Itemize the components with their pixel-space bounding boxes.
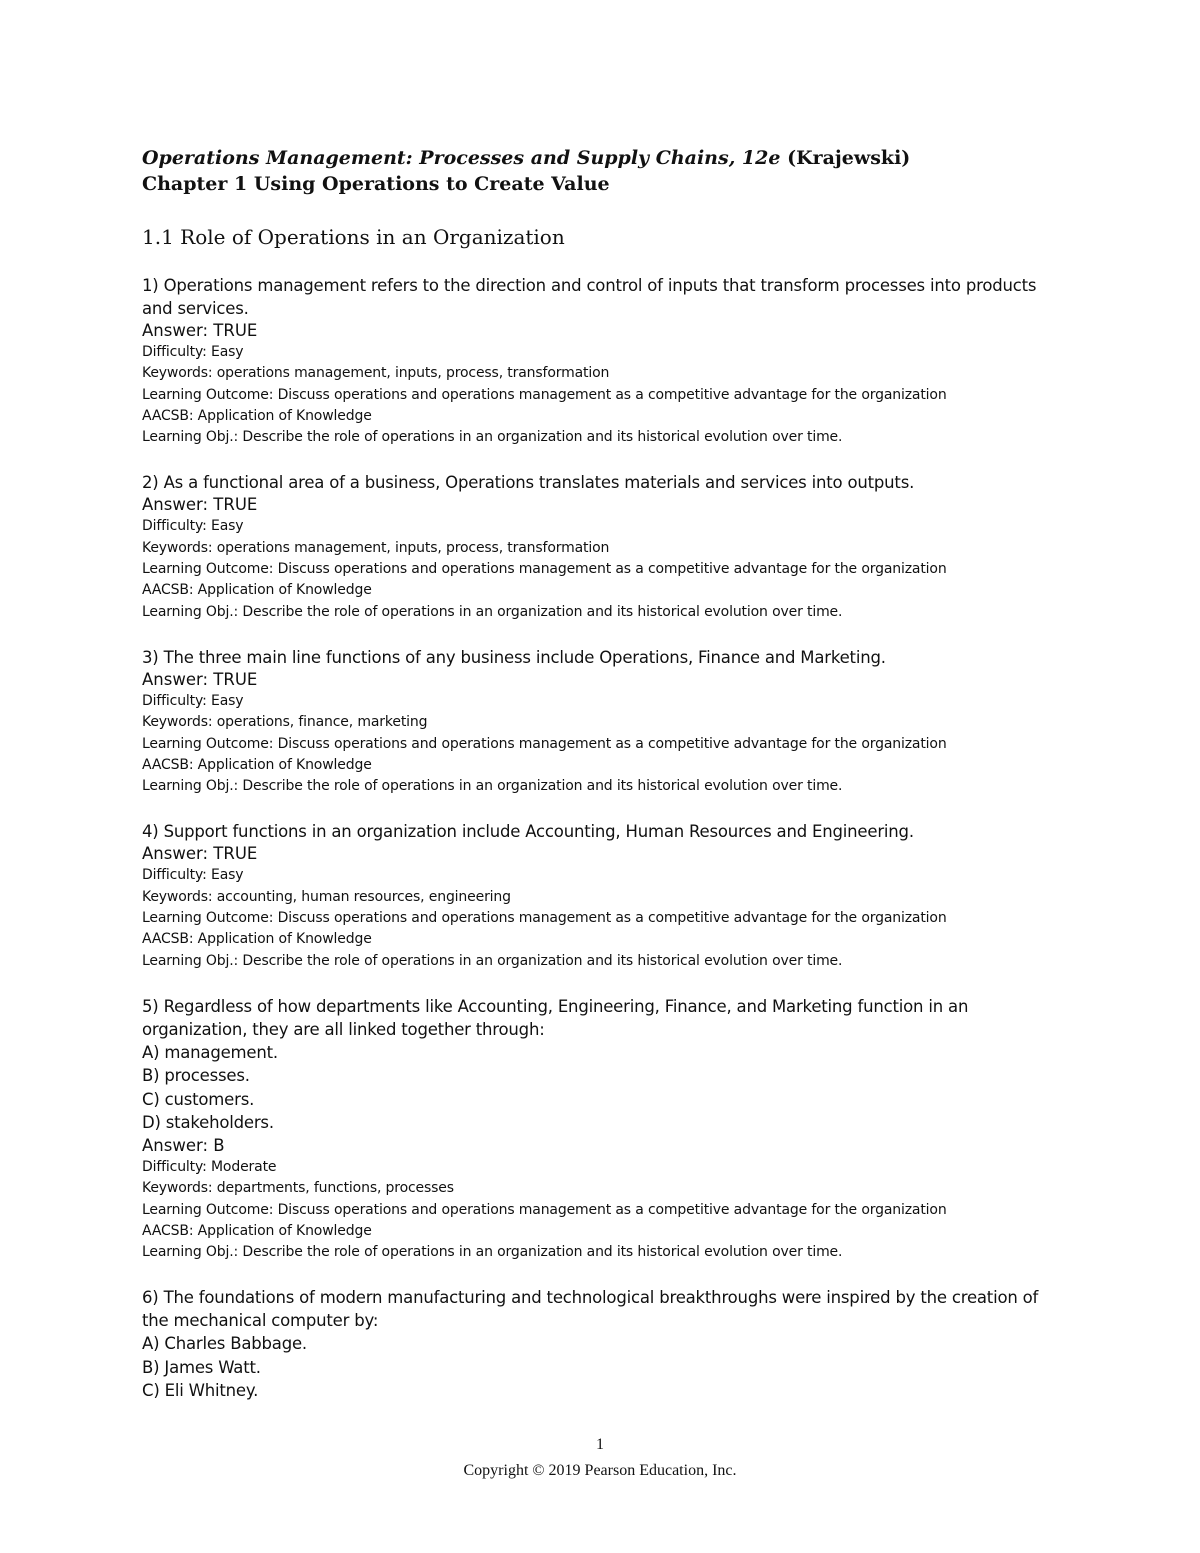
question-answer: Answer: TRUE bbox=[142, 844, 258, 864]
question-aacsb: AACSB: Application of Knowledge bbox=[142, 756, 372, 773]
question-answer: Answer: B bbox=[142, 1135, 225, 1155]
book-author: (Krajewski) bbox=[787, 147, 911, 169]
question-1 bbox=[142, 274, 1062, 448]
answer-option: B) James Watt. bbox=[142, 1357, 261, 1377]
question-learning-obj: Learning Obj.: Describe the role of operations in an organization and its historical evolution over time. bbox=[142, 778, 843, 795]
question-learning-outcome: Learning Outcome: Discuss operations and operations management as a competitive advantage for the organization bbox=[142, 561, 947, 578]
question-6 bbox=[142, 1286, 1062, 1403]
question-stem: 4) Support functions in an organization include Accounting, Human Resources and Engineering. bbox=[142, 822, 914, 842]
answer-option: C) Eli Whitney. bbox=[142, 1381, 259, 1401]
question-keywords: Keywords: operations management, inputs, process, transformation bbox=[142, 539, 610, 556]
question-difficulty: Difficulty: Easy bbox=[142, 518, 244, 535]
book-title-italic: Operations Management: Processes and Supply Chains, 12e bbox=[142, 147, 781, 169]
question-3 bbox=[142, 646, 1062, 797]
question-stem: 1) Operations management refers to the direction and control of inputs that transform processes into products and services. bbox=[142, 276, 1037, 318]
question-learning-outcome: Learning Outcome: Discuss operations and operations management as a competitive advantage for the organization bbox=[142, 386, 947, 403]
question-2 bbox=[142, 471, 1062, 622]
question-keywords: Keywords: operations, finance, marketing bbox=[142, 714, 428, 731]
answer-option: D) stakeholders. bbox=[142, 1113, 274, 1133]
question-aacsb: AACSB: Application of Knowledge bbox=[142, 931, 372, 948]
question-5 bbox=[142, 995, 1062, 1263]
question-4 bbox=[142, 820, 1062, 971]
answer-option: C) customers. bbox=[142, 1089, 255, 1109]
question-aacsb: AACSB: Application of Knowledge bbox=[142, 407, 372, 424]
question-learning-obj: Learning Obj.: Describe the role of operations in an organization and its historical evolution over time. bbox=[142, 1244, 843, 1261]
question-difficulty: Difficulty: Easy bbox=[142, 344, 244, 360]
question-difficulty: Difficulty: Easy bbox=[142, 867, 244, 884]
copyright-notice: Copyright © 2019 Pearson Education, Inc. bbox=[463, 1462, 737, 1479]
question-stem: 5) Regardless of how departments like Accounting, Engineering, Finance, and Marketing function in an organization, they are all linked together through: bbox=[142, 996, 969, 1039]
question-stem: 3) The three main line functions of any business include Operations, Finance and Marketing. bbox=[142, 647, 886, 667]
section-title: 1.1 Role of Operations in an Organization bbox=[142, 225, 565, 249]
question-learning-outcome: Learning Outcome: Discuss operations and operations management as a competitive advantage for the organization bbox=[142, 1201, 947, 1218]
question-learning-obj: Learning Obj.: Describe the role of operations in an organization and its historical evolution over time. bbox=[142, 429, 843, 446]
question-keywords: Keywords: departments, functions, processes bbox=[142, 1180, 454, 1197]
page-number: 1 bbox=[596, 1436, 604, 1453]
question-answer: Answer: TRUE bbox=[142, 669, 258, 689]
question-keywords: Keywords: accounting, human resources, engineering bbox=[142, 888, 511, 905]
answer-option: A) management. bbox=[142, 1042, 278, 1062]
question-learning-outcome: Learning Outcome: Discuss operations and operations management as a competitive advantage for the organization bbox=[142, 735, 947, 752]
question-stem: 2) As a functional area of a business, Operations translates materials and services into outputs. bbox=[142, 473, 915, 493]
question-learning-obj: Learning Obj.: Describe the role of operations in an organization and its historical evolution over time. bbox=[142, 952, 843, 969]
question-aacsb: AACSB: Application of Knowledge bbox=[142, 1222, 372, 1239]
question-difficulty: Difficulty: Easy bbox=[142, 692, 244, 709]
answer-option: A) Charles Babbage. bbox=[142, 1334, 307, 1354]
question-answer: Answer: TRUE bbox=[142, 321, 258, 340]
question-stem: 6) The foundations of modern manufacturing and technological breakthroughs were inspired by the creation of the mechanical computer by: bbox=[142, 1288, 1039, 1331]
question-answer: Answer: TRUE bbox=[142, 495, 258, 515]
page-content bbox=[142, 145, 1062, 1403]
answer-option: B) processes. bbox=[142, 1066, 250, 1086]
question-keywords: Keywords: operations management, inputs, process, transformation bbox=[142, 365, 610, 382]
question-learning-outcome: Learning Outcome: Discuss operations and operations management as a competitive advantage for the organization bbox=[142, 910, 947, 927]
chapter-title: Chapter 1 Using Operations to Create Value bbox=[142, 173, 610, 195]
question-learning-obj: Learning Obj.: Describe the role of operations in an organization and its historical evolution over time. bbox=[142, 603, 843, 620]
question-aacsb: AACSB: Application of Knowledge bbox=[142, 582, 372, 599]
question-difficulty: Difficulty: Moderate bbox=[142, 1158, 277, 1175]
book-title bbox=[142, 145, 1062, 171]
